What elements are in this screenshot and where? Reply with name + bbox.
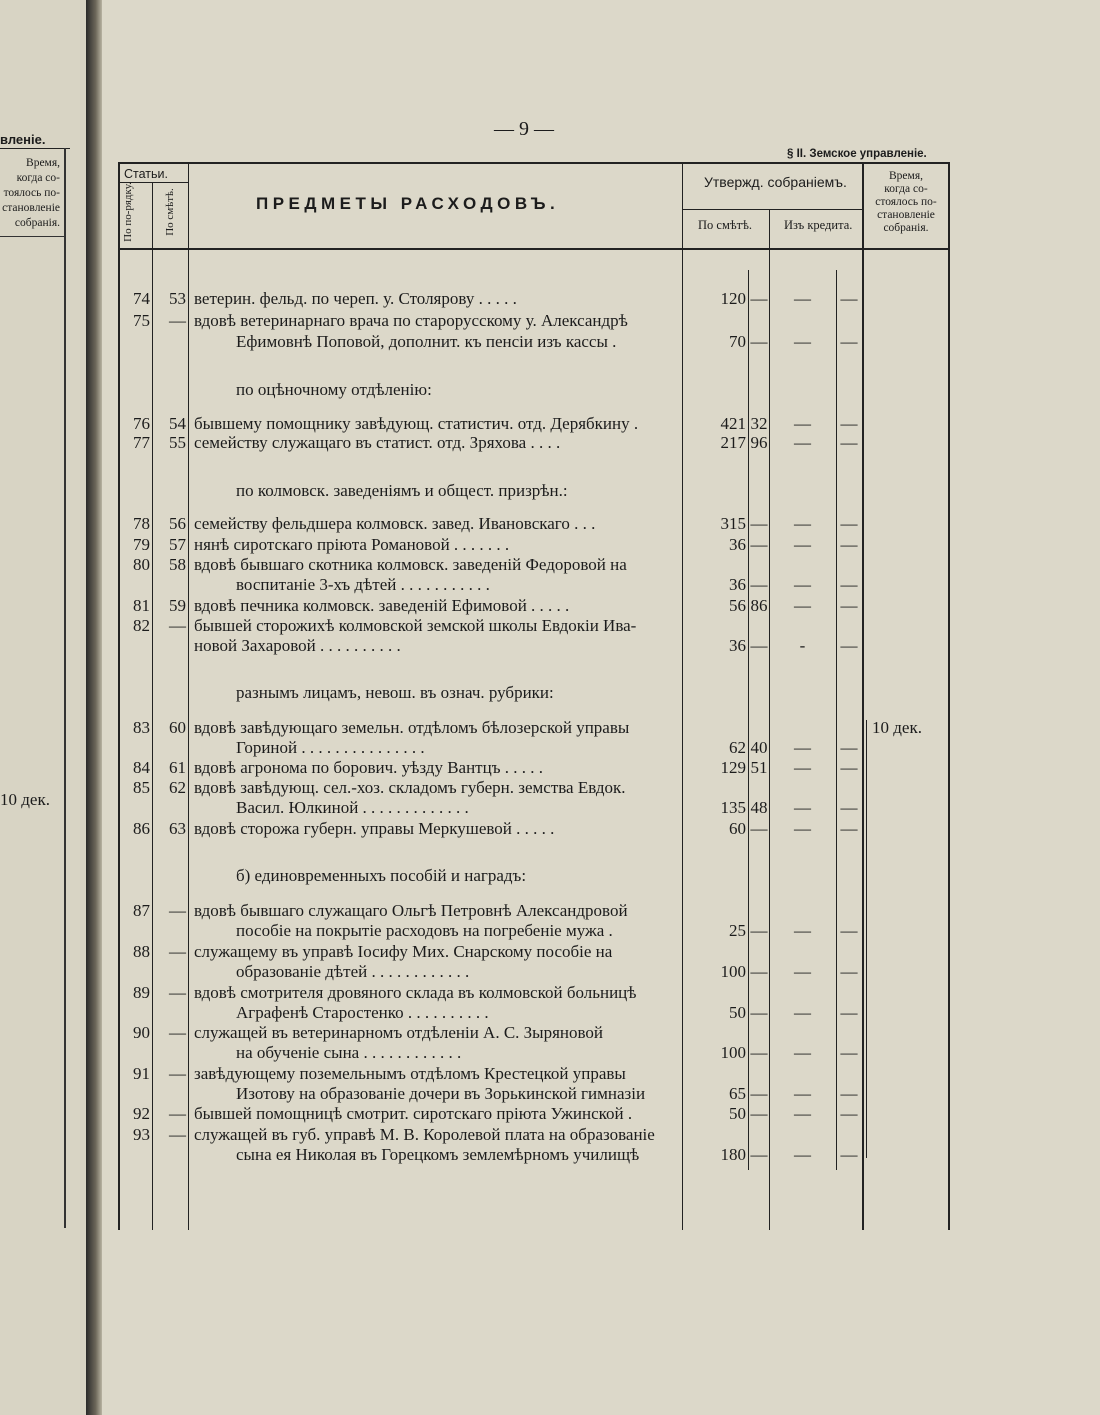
row-credit-kopecks: — [840,433,858,452]
row-kopecks: — [750,921,768,940]
left-date-note: 10 дек. [0,790,50,809]
row-kopecks: — [750,962,768,981]
row-item-text: бывшей помощницѣ смотрит. сиротскаго пріюта Ужинской . [194,1104,633,1123]
row-number: 85 [133,778,150,797]
row-item-text: сына ея Николая въ Горецкомъ землемѣрномъ училищѣ [236,1145,640,1164]
row-estimate-number: — [169,1104,186,1123]
row-credit-rubles: — [794,798,811,817]
row-estimate-number: — [169,1023,186,1042]
row-credit-rubles: — [794,535,811,554]
row-credit-kopecks: — [840,1043,858,1062]
articles-header: Статьи. [124,167,168,181]
time-note: 10 дек. [872,718,922,737]
row-credit-rubles: — [794,819,811,838]
row-estimate-number: — [169,311,186,330]
row-credit-rubles: — [794,758,811,777]
row-item-text: семейству фельдшера колмовск. завед. Ивановскаго . . . [194,514,596,533]
row-item-text: вдовѣ печника колмовск. заведеній Ефимовой . . . . . [194,596,570,615]
row-estimate-number: — [169,983,186,1002]
left-rule [0,148,70,149]
row-item-text: семейству служащаго въ статист. отд. Зряхова . . . . [194,433,561,452]
row-credit-rubles: — [794,414,811,433]
row-item-text: Аграфенѣ Старостенко . . . . . . . . . . [236,1003,489,1022]
approved-rule [682,209,862,210]
row-kopecks: — [750,332,768,351]
row-item-text: воспитаніе 3-хъ дѣтей . . . . . . . . . . . [236,575,490,594]
from-credit-header: Изъ кредита. [784,218,853,232]
row-number: 80 [133,555,150,574]
table-top-rule [118,162,950,164]
row-credit-rubles: — [794,289,811,308]
date-bracket [866,720,867,1158]
row-credit-kopecks: — [840,758,858,777]
approved-header: Утвержд. собраніемъ. [704,174,847,190]
row-credit-kopecks: — [840,535,858,554]
row-estimate-number: 56 [169,514,186,533]
row-item-text: пособіе на покрытіе расходовъ на погребеніе мужа . [236,921,613,940]
row-item-text: служащей въ губ. управѣ М. В. Королевой плата на образованіе [194,1125,655,1144]
row-kopecks: 51 [750,758,768,777]
row-estimate-number: 55 [169,433,186,452]
row-credit-rubles: — [794,332,811,351]
row-item-text: вдовѣ сторожа губерн. управы Меркушевой . . . . . [194,819,555,838]
row-kopecks: — [750,819,768,838]
row-credit-kopecks: — [840,921,858,940]
row-rubles: 36 [729,575,746,594]
row-credit-kopecks: — [840,514,858,533]
row-number: 79 [133,535,150,554]
row-kopecks: — [750,1043,768,1062]
row-credit-rubles: — [794,514,811,533]
row-number: 83 [133,718,150,737]
row-rubles: 315 [720,514,746,533]
row-estimate-number: — [169,942,186,961]
row-estimate-number: 60 [169,718,186,737]
row-kopecks: — [750,1104,768,1123]
row-credit-kopecks: — [840,289,858,308]
row-item-text: бывшей сторожихѣ колмовской земской школы Евдокіи Ива- [194,616,637,635]
row-kopecks: — [750,1145,768,1164]
row-kopecks: 40 [750,738,768,757]
row-credit-rubles: — [794,1084,811,1103]
row-estimate-number: — [169,1064,186,1083]
row-estimate-number: 58 [169,555,186,574]
row-credit-rubles: — [794,596,811,615]
row-rubles: 100 [720,1043,746,1062]
row-number: 74 [133,289,150,308]
row-credit-rubles: — [794,921,811,940]
row-item-text: новой Захаровой . . . . . . . . . . [194,636,401,655]
row-item-text: вдовѣ завѣдующаго земельн. отдѣломъ бѣлозерской управы [194,718,630,737]
row-credit-rubles: - [799,636,806,655]
col-line-kop [748,270,749,1170]
row-rubles: 129 [720,758,746,777]
row-number: 76 [133,414,150,433]
row-item-text: завѣдующему поземельнымъ отдѣломъ Крестецкой управы [194,1064,626,1083]
row-credit-kopecks: — [840,332,858,351]
row-credit-kopecks: — [840,596,858,615]
left-section-label: вленіе. [0,132,46,147]
row-credit-kopecks: — [840,738,858,757]
row-kopecks: — [750,1003,768,1022]
row-credit-kopecks: — [840,1145,858,1164]
row-number: 75 [133,311,150,330]
row-number: 86 [133,819,150,838]
by-order-header: По по-рядку. [122,182,134,242]
row-kopecks: — [750,535,768,554]
row-number: 78 [133,514,150,533]
row-rubles: 120 [720,289,746,308]
row-rubles: 135 [720,798,746,817]
row-rubles: 50 [729,1104,746,1123]
col-line-order [152,182,153,1230]
row-item-text: ветерин. фельд. по череп. у. Столярову . . . . . [194,289,517,308]
row-estimate-number: — [169,616,186,635]
row-item-text: разнымъ лицамъ, невош. въ означ. рубрики: [236,683,554,702]
row-rubles: 65 [729,1084,746,1103]
row-credit-kopecks: — [840,636,858,655]
row-credit-kopecks: — [840,798,858,817]
row-estimate-number: 53 [169,289,186,308]
row-item-text: по оцѣночному отдѣленію: [236,380,432,399]
col-line-credit-kop [836,270,837,1170]
row-number: 89 [133,983,150,1002]
row-kopecks: 86 [750,596,768,615]
row-credit-rubles: — [794,962,811,981]
row-item-text: вдовѣ завѣдующ. сел.-хоз. складомъ губерн. земства Евдок. [194,778,626,797]
row-item-text: Гориной . . . . . . . . . . . . . . . [236,738,425,757]
row-item-text: б) единовременныхъ пособій и наградъ: [236,866,527,885]
row-kopecks: 96 [750,433,768,452]
row-credit-rubles: — [794,1003,811,1022]
row-estimate-number: 61 [169,758,186,777]
row-item-text: служащей въ ветеринарномъ отдѣленіи А. С. Зыряновой [194,1023,604,1042]
by-estimate-header: По смѣтѣ. [164,188,176,236]
row-credit-kopecks: — [840,575,858,594]
row-credit-rubles: — [794,1104,811,1123]
row-rubles: 56 [729,596,746,615]
left-page-fragment [0,0,86,1415]
col-line-right [948,162,950,1230]
row-estimate-number: 59 [169,596,186,615]
left-column-rule [64,148,66,1228]
row-item-text: Изотову на образованіе дочери въ Зорькинской гимназіи [236,1084,646,1103]
row-rubles: 100 [720,962,746,981]
row-estimate-number: — [169,901,186,920]
row-credit-rubles: — [794,433,811,452]
book-gutter [86,0,102,1415]
row-number: 87 [133,901,150,920]
header-bottom-rule [118,248,950,250]
row-credit-kopecks: — [840,414,858,433]
row-item-text: Васил. Юлкиной . . . . . . . . . . . . . [236,798,469,817]
row-credit-kopecks: — [840,1104,858,1123]
row-credit-rubles: — [794,1043,811,1062]
row-estimate-number: 62 [169,778,186,797]
row-item-text: Ефимовнѣ Поповой, дополнит. къ пенсіи изъ кассы . [236,332,617,351]
row-item-text: вдовѣ бывшаго скотника колмовск. заведеній Федоровой на [194,555,627,574]
page-number: — 9 — [494,118,554,140]
row-number: 91 [133,1064,150,1083]
row-rubles: 217 [720,433,746,452]
row-kopecks: — [750,575,768,594]
row-rubles: 50 [729,1003,746,1022]
row-kopecks: — [750,636,768,655]
row-number: 81 [133,596,150,615]
row-rubles: 421 [720,414,746,433]
row-kopecks: 48 [750,798,768,817]
row-rubles: 36 [729,636,746,655]
row-credit-kopecks: — [840,819,858,838]
page [102,0,1100,1415]
row-item-text: на обученіе сына . . . . . . . . . . . . [236,1043,462,1062]
row-rubles: 60 [729,819,746,838]
row-item-text: по колмовск. заведеніямъ и общест. призрѣн.: [236,481,568,500]
col-line-estimate [188,162,189,1230]
row-credit-kopecks: — [840,962,858,981]
row-number: 77 [133,433,150,452]
row-item-text: бывшему помощнику завѣдующ. статистич. отд. Дерябкину . [194,414,639,433]
row-estimate-number: 63 [169,819,186,838]
row-rubles: 25 [729,921,746,940]
row-estimate-number: 54 [169,414,186,433]
time-header: Время, когда со- стоялось по- становленіе собранія. [875,170,937,234]
row-kopecks: — [750,1084,768,1103]
col-line-time [862,162,864,1230]
row-number: 93 [133,1125,150,1144]
row-rubles: 62 [729,738,746,757]
row-item-text: образованіе дѣтей . . . . . . . . . . . . [236,962,470,981]
section-heading: § II. Земское управленіе. [787,148,927,160]
row-number: 92 [133,1104,150,1123]
col-line-credit [769,209,770,1230]
table-title: ПРЕДМЕТЫ РАСХОДОВЪ. [256,194,560,213]
row-item-text: служащему въ управѣ Іосифу Мих. Снарскому пособіе на [194,942,613,961]
row-number: 84 [133,758,150,777]
row-kopecks: — [750,514,768,533]
row-credit-kopecks: — [840,1084,858,1103]
row-rubles: 70 [729,332,746,351]
row-number: 82 [133,616,150,635]
row-estimate-number: — [169,1125,186,1144]
row-number: 88 [133,942,150,961]
row-item-text: вдовѣ агронома по борович. уѣзду Вантцъ . . . . . [194,758,543,777]
row-item-text: нянѣ сиротскаго пріюта Романовой . . . . . . . [194,535,510,554]
row-number: 90 [133,1023,150,1042]
col-line-text [682,162,683,1230]
row-rubles: 180 [720,1145,746,1164]
row-credit-rubles: — [794,575,811,594]
row-credit-rubles: — [794,1145,811,1164]
row-credit-kopecks: — [840,1003,858,1022]
row-credit-rubles: — [794,738,811,757]
left-header-rule [0,236,64,237]
row-rubles: 36 [729,535,746,554]
row-estimate-number: 57 [169,535,186,554]
row-kopecks: 32 [750,414,768,433]
row-item-text: вдовѣ ветеринарнаго врача по старорусскому у. Александрѣ [194,311,628,330]
by-estimate-col-header: По смѣтѣ. [698,218,753,232]
row-item-text: вдовѣ бывшаго служащаго Ольгѣ Петровнѣ Александровой [194,901,628,920]
row-kopecks: — [750,289,768,308]
row-item-text: вдовѣ смотрителя дровяного склада въ колмовской больницѣ [194,983,637,1002]
left-time-header: Время, когда со- тоялось по- становленіе собранія. [2,157,60,229]
